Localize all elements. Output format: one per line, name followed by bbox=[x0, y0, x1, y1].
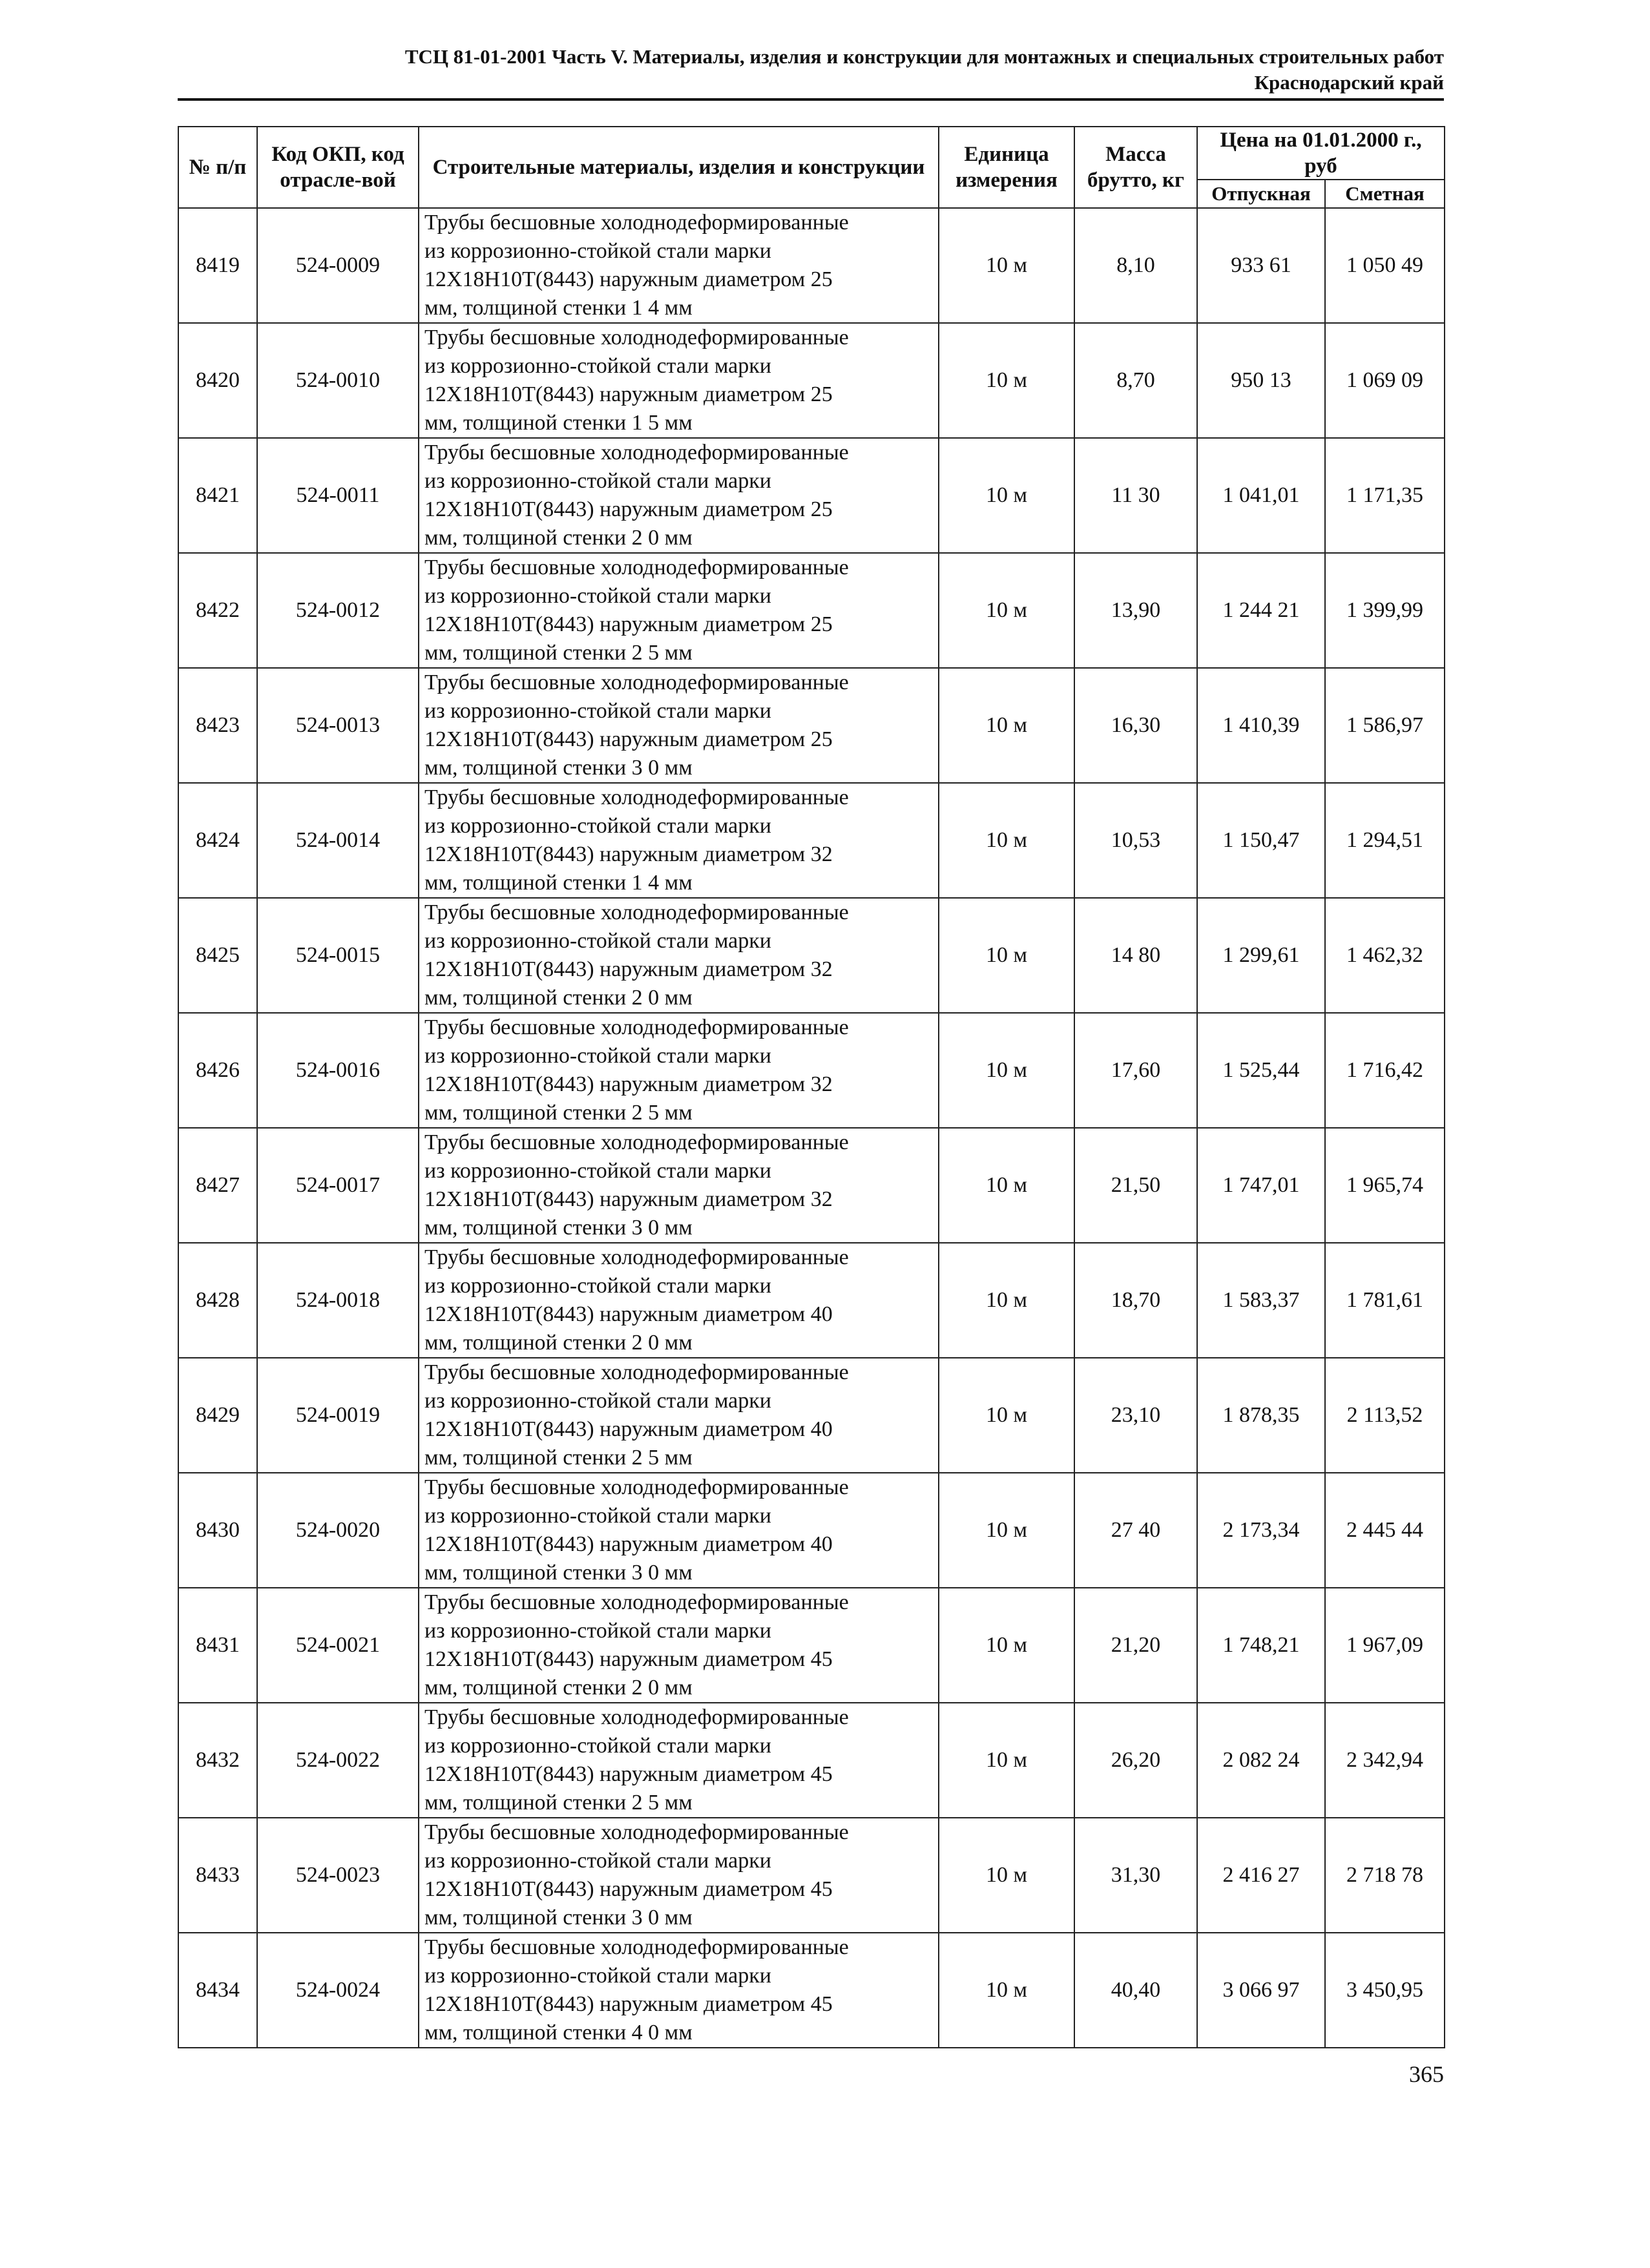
name-line: из коррозионно-стойкой стали марки bbox=[424, 469, 771, 493]
name-line: мм, толщиной стенки 3 0 мм bbox=[424, 1216, 693, 1240]
cell-code: 524-0024 bbox=[257, 1933, 419, 2048]
cell-num: 8432 bbox=[178, 1703, 257, 1818]
cell-name bbox=[419, 553, 939, 668]
name-line: 12Х18Н10Т(8443) наружным диаметром 25 bbox=[424, 727, 833, 751]
col-header-name: Строительные материалы, изделия и конструкции bbox=[419, 127, 939, 208]
name-line: Трубы бесшовные холоднодеформированные bbox=[424, 556, 849, 579]
cell-price-release: 2 173,34 bbox=[1197, 1473, 1325, 1588]
cell-mass: 40,40 bbox=[1074, 1933, 1197, 2048]
cell-mass: 27 40 bbox=[1074, 1473, 1197, 1588]
name-line: из коррозионно-стойкой стали марки bbox=[424, 1389, 771, 1413]
cell-name bbox=[419, 898, 939, 1013]
name-line: Трубы бесшовные холоднодеформированные bbox=[424, 671, 849, 694]
name-line: из коррозионно-стойкой стали марки bbox=[424, 929, 771, 953]
cell-unit: 10 м bbox=[939, 668, 1074, 783]
cell-unit: 10 м bbox=[939, 1128, 1074, 1243]
name-line: Трубы бесшовные холоднодеформированные bbox=[424, 211, 849, 234]
cell-code: 524-0012 bbox=[257, 553, 419, 668]
name-line: 12Х18Н10Т(8443) наружным диаметром 25 bbox=[424, 382, 833, 406]
table-row bbox=[178, 668, 1445, 783]
name-line: из коррозионно-стойкой стали марки bbox=[424, 1619, 771, 1643]
name-line: из коррозионно-стойкой стали марки bbox=[424, 1964, 771, 1988]
cell-unit: 10 м bbox=[939, 1473, 1074, 1588]
cell-mass: 16,30 bbox=[1074, 668, 1197, 783]
cell-name bbox=[419, 783, 939, 898]
cell-name bbox=[419, 438, 939, 553]
cell-unit: 10 м bbox=[939, 553, 1074, 668]
name-line: Трубы бесшовные холоднодеформированные bbox=[424, 1130, 849, 1154]
name-line: мм, толщиной стенки 1 4 мм bbox=[424, 296, 693, 320]
col-header-price-release: Отпускная bbox=[1197, 180, 1325, 208]
table-row bbox=[178, 1013, 1445, 1128]
cell-unit: 10 м bbox=[939, 323, 1074, 438]
name-line: Трубы бесшовные холоднодеформированные bbox=[424, 1935, 849, 1959]
cell-num: 8434 bbox=[178, 1933, 257, 2048]
table-row bbox=[178, 323, 1445, 438]
name-line: из коррозионно-стойкой стали марки bbox=[424, 699, 771, 723]
name-line: мм, толщиной стенки 1 5 мм bbox=[424, 411, 693, 435]
table-row bbox=[178, 1588, 1445, 1703]
name-line: 12Х18Н10Т(8443) наружным диаметром 45 bbox=[424, 1762, 833, 1786]
cell-name bbox=[419, 323, 939, 438]
name-line: мм, толщиной стенки 2 0 мм bbox=[424, 526, 693, 550]
cell-num: 8431 bbox=[178, 1588, 257, 1703]
cell-price-estimate: 2 342,94 bbox=[1325, 1703, 1445, 1818]
materials-price-table bbox=[178, 126, 1445, 2048]
cell-code: 524-0015 bbox=[257, 898, 419, 1013]
table-row bbox=[178, 1128, 1445, 1243]
cell-price-estimate: 2 718 78 bbox=[1325, 1818, 1445, 1933]
cell-price-release: 3 066 97 bbox=[1197, 1933, 1325, 2048]
cell-price-estimate: 1 462,32 bbox=[1325, 898, 1445, 1013]
name-line: 12Х18Н10Т(8443) наружным диаметром 25 bbox=[424, 612, 833, 636]
name-line: из коррозионно-стойкой стали марки bbox=[424, 814, 771, 838]
cell-unit: 10 м bbox=[939, 208, 1074, 323]
name-line: мм, толщиной стенки 2 5 мм bbox=[424, 1791, 693, 1815]
cell-code: 524-0011 bbox=[257, 438, 419, 553]
header-divider bbox=[178, 98, 1444, 101]
cell-code: 524-0009 bbox=[257, 208, 419, 323]
cell-unit: 10 м bbox=[939, 1358, 1074, 1473]
cell-price-release: 950 13 bbox=[1197, 323, 1325, 438]
cell-price-release: 1 525,44 bbox=[1197, 1013, 1325, 1128]
name-line: 12Х18Н10Т(8443) наружным диаметром 32 bbox=[424, 957, 833, 981]
table-body bbox=[178, 208, 1445, 2048]
cell-unit: 10 м bbox=[939, 1703, 1074, 1818]
cell-num: 8426 bbox=[178, 1013, 257, 1128]
cell-mass: 17,60 bbox=[1074, 1013, 1197, 1128]
cell-mass: 13,90 bbox=[1074, 553, 1197, 668]
cell-code: 524-0013 bbox=[257, 668, 419, 783]
cell-num: 8420 bbox=[178, 323, 257, 438]
cell-unit: 10 м bbox=[939, 1013, 1074, 1128]
name-line: мм, толщиной стенки 1 4 мм bbox=[424, 871, 693, 895]
col-header-unit: Единица измерения bbox=[939, 127, 1074, 208]
name-line: Трубы бесшовные холоднодеформированные bbox=[424, 1475, 849, 1499]
name-line: Трубы бесшовные холоднодеформированные bbox=[424, 441, 849, 464]
cell-price-release: 1 878,35 bbox=[1197, 1358, 1325, 1473]
cell-price-estimate: 1 069 09 bbox=[1325, 323, 1445, 438]
name-line: из коррозионно-стойкой стали марки bbox=[424, 1274, 771, 1298]
name-line: из коррозионно-стойкой стали марки bbox=[424, 354, 771, 378]
table-row bbox=[178, 898, 1445, 1013]
cell-unit: 10 м bbox=[939, 1243, 1074, 1358]
cell-price-release: 1 410,39 bbox=[1197, 668, 1325, 783]
cell-unit: 10 м bbox=[939, 1588, 1074, 1703]
cell-mass: 11 30 bbox=[1074, 438, 1197, 553]
name-line: 12Х18Н10Т(8443) наружным диаметром 40 bbox=[424, 1302, 833, 1326]
name-line: 12Х18Н10Т(8443) наружным диаметром 32 bbox=[424, 1187, 833, 1211]
name-line: 12Х18Н10Т(8443) наружным диаметром 40 bbox=[424, 1532, 833, 1556]
cell-code: 524-0014 bbox=[257, 783, 419, 898]
table-row bbox=[178, 1358, 1445, 1473]
cell-name bbox=[419, 1588, 939, 1703]
cell-price-estimate: 2 113,52 bbox=[1325, 1358, 1445, 1473]
name-line: из коррозионно-стойкой стали марки bbox=[424, 1159, 771, 1183]
name-line: мм, толщиной стенки 3 0 мм bbox=[424, 756, 693, 780]
name-line: мм, толщиной стенки 2 0 мм bbox=[424, 986, 693, 1010]
cell-price-estimate: 3 450,95 bbox=[1325, 1933, 1445, 2048]
cell-code: 524-0018 bbox=[257, 1243, 419, 1358]
cell-unit: 10 м bbox=[939, 783, 1074, 898]
name-line: 12Х18Н10Т(8443) наружным диаметром 45 bbox=[424, 1992, 833, 2016]
cell-name bbox=[419, 1128, 939, 1243]
cell-mass: 31,30 bbox=[1074, 1818, 1197, 1933]
cell-unit: 10 м bbox=[939, 1818, 1074, 1933]
cell-mass: 18,70 bbox=[1074, 1243, 1197, 1358]
cell-num: 8429 bbox=[178, 1358, 257, 1473]
cell-mass: 14 80 bbox=[1074, 898, 1197, 1013]
name-line: Трубы бесшовные холоднодеформированные bbox=[424, 1820, 849, 1844]
cell-unit: 10 м bbox=[939, 1933, 1074, 2048]
table-row bbox=[178, 1818, 1445, 1933]
page-number: 365 bbox=[1409, 2061, 1444, 2087]
cell-price-estimate: 1 586,97 bbox=[1325, 668, 1445, 783]
cell-num: 8419 bbox=[178, 208, 257, 323]
name-line: Трубы бесшовные холоднодеформированные bbox=[424, 1015, 849, 1039]
cell-mass: 8,10 bbox=[1074, 208, 1197, 323]
table-header bbox=[178, 127, 1445, 208]
name-line: 12Х18Н10Т(8443) наружным диаметром 25 bbox=[424, 267, 833, 291]
header-region: Краснодарский край bbox=[1254, 71, 1444, 94]
name-line: мм, толщиной стенки 2 5 мм bbox=[424, 641, 693, 665]
cell-price-release: 933 61 bbox=[1197, 208, 1325, 323]
cell-mass: 26,20 bbox=[1074, 1703, 1197, 1818]
name-line: Трубы бесшовные холоднодеформированные bbox=[424, 326, 849, 349]
cell-name bbox=[419, 1358, 939, 1473]
header-title: ТСЦ 81-01-2001 Часть V. Материалы, изделия и конструкции для монтажных и специальных строительных работ bbox=[404, 45, 1444, 68]
cell-num: 8422 bbox=[178, 553, 257, 668]
cell-mass: 21,20 bbox=[1074, 1588, 1197, 1703]
name-line: из коррозионно-стойкой стали марки bbox=[424, 1734, 771, 1758]
cell-code: 524-0022 bbox=[257, 1703, 419, 1818]
cell-mass: 8,70 bbox=[1074, 323, 1197, 438]
col-header-num: № п/п bbox=[178, 127, 257, 208]
name-line: мм, толщиной стенки 2 0 мм bbox=[424, 1331, 693, 1355]
cell-code: 524-0021 bbox=[257, 1588, 419, 1703]
cell-price-release: 1 041,01 bbox=[1197, 438, 1325, 553]
cell-price-estimate: 1 171,35 bbox=[1325, 438, 1445, 553]
col-header-mass: Масса брутто, кг bbox=[1074, 127, 1197, 208]
name-line: Трубы бесшовные холоднодеформированные bbox=[424, 1590, 849, 1614]
name-line: Трубы бесшовные холоднодеформированные bbox=[424, 1360, 849, 1384]
cell-price-estimate: 2 445 44 bbox=[1325, 1473, 1445, 1588]
cell-num: 8423 bbox=[178, 668, 257, 783]
cell-price-release: 2 082 24 bbox=[1197, 1703, 1325, 1818]
cell-name bbox=[419, 1933, 939, 2048]
table-row bbox=[178, 208, 1445, 323]
name-line: мм, толщиной стенки 3 0 мм bbox=[424, 1906, 693, 1930]
table-row bbox=[178, 1933, 1445, 2048]
cell-price-release: 1 747,01 bbox=[1197, 1128, 1325, 1243]
col-header-price-estimate: Сметная bbox=[1325, 180, 1445, 208]
table-row bbox=[178, 438, 1445, 553]
table-row bbox=[178, 1703, 1445, 1818]
cell-price-estimate: 1 967,09 bbox=[1325, 1588, 1445, 1703]
cell-name bbox=[419, 1818, 939, 1933]
cell-num: 8425 bbox=[178, 898, 257, 1013]
col-header-code: Код ОКП, код отрасле-вой bbox=[257, 127, 419, 208]
cell-num: 8433 bbox=[178, 1818, 257, 1933]
name-line: Трубы бесшовные холоднодеформированные bbox=[424, 1245, 849, 1269]
cell-num: 8430 bbox=[178, 1473, 257, 1588]
name-line: 12Х18Н10Т(8443) наружным диаметром 32 bbox=[424, 842, 833, 866]
cell-name bbox=[419, 1013, 939, 1128]
cell-price-release: 1 150,47 bbox=[1197, 783, 1325, 898]
cell-price-estimate: 1 050 49 bbox=[1325, 208, 1445, 323]
name-line: мм, толщиной стенки 2 5 мм bbox=[424, 1446, 693, 1470]
cell-price-estimate: 1 399,99 bbox=[1325, 553, 1445, 668]
cell-unit: 10 м bbox=[939, 898, 1074, 1013]
cell-num: 8421 bbox=[178, 438, 257, 553]
name-line: из коррозионно-стойкой стали марки bbox=[424, 1044, 771, 1068]
cell-price-estimate: 1 294,51 bbox=[1325, 783, 1445, 898]
col-header-price: Цена на 01.01.2000 г., руб bbox=[1197, 127, 1445, 180]
name-line: мм, толщиной стенки 2 0 мм bbox=[424, 1676, 693, 1700]
name-line: Трубы бесшовные холоднодеформированные bbox=[424, 900, 849, 924]
cell-price-estimate: 1 965,74 bbox=[1325, 1128, 1445, 1243]
cell-code: 524-0019 bbox=[257, 1358, 419, 1473]
cell-code: 524-0020 bbox=[257, 1473, 419, 1588]
cell-price-estimate: 1 716,42 bbox=[1325, 1013, 1445, 1128]
cell-mass: 23,10 bbox=[1074, 1358, 1197, 1473]
cell-price-release: 1 748,21 bbox=[1197, 1588, 1325, 1703]
table-row bbox=[178, 783, 1445, 898]
name-line: из коррозионно-стойкой стали марки bbox=[424, 239, 771, 263]
cell-mass: 10,53 bbox=[1074, 783, 1197, 898]
name-line: 12Х18Н10Т(8443) наружным диаметром 40 bbox=[424, 1417, 833, 1441]
name-line: 12Х18Н10Т(8443) наружным диаметром 25 bbox=[424, 497, 833, 521]
cell-num: 8428 bbox=[178, 1243, 257, 1358]
cell-name bbox=[419, 208, 939, 323]
cell-name bbox=[419, 1703, 939, 1818]
name-line: из коррозионно-стойкой стали марки bbox=[424, 1849, 771, 1873]
table-row bbox=[178, 1473, 1445, 1588]
name-line: 12Х18Н10Т(8443) наружным диаметром 32 bbox=[424, 1072, 833, 1096]
cell-num: 8424 bbox=[178, 783, 257, 898]
cell-mass: 21,50 bbox=[1074, 1128, 1197, 1243]
page-header bbox=[178, 44, 1444, 96]
name-line: из коррозионно-стойкой стали марки bbox=[424, 1504, 771, 1528]
name-line: мм, толщиной стенки 4 0 мм bbox=[424, 2021, 693, 2044]
cell-code: 524-0023 bbox=[257, 1818, 419, 1933]
cell-num: 8427 bbox=[178, 1128, 257, 1243]
cell-price-release: 1 583,37 bbox=[1197, 1243, 1325, 1358]
cell-name bbox=[419, 1473, 939, 1588]
cell-name bbox=[419, 1243, 939, 1358]
cell-price-release: 1 299,61 bbox=[1197, 898, 1325, 1013]
name-line: 12Х18Н10Т(8443) наружным диаметром 45 bbox=[424, 1647, 833, 1671]
cell-code: 524-0017 bbox=[257, 1128, 419, 1243]
name-line: из коррозионно-стойкой стали марки bbox=[424, 584, 771, 608]
name-line: 12Х18Н10Т(8443) наружным диаметром 45 bbox=[424, 1877, 833, 1901]
cell-code: 524-0016 bbox=[257, 1013, 419, 1128]
name-line: Трубы бесшовные холоднодеформированные bbox=[424, 785, 849, 809]
cell-code: 524-0010 bbox=[257, 323, 419, 438]
cell-price-release: 2 416 27 bbox=[1197, 1818, 1325, 1933]
table-row bbox=[178, 553, 1445, 668]
cell-unit: 10 м bbox=[939, 438, 1074, 553]
name-line: мм, толщиной стенки 3 0 мм bbox=[424, 1561, 693, 1585]
table-row bbox=[178, 1243, 1445, 1358]
cell-price-estimate: 1 781,61 bbox=[1325, 1243, 1445, 1358]
cell-name bbox=[419, 668, 939, 783]
name-line: Трубы бесшовные холоднодеформированные bbox=[424, 1705, 849, 1729]
cell-price-release: 1 244 21 bbox=[1197, 553, 1325, 668]
name-line: мм, толщиной стенки 2 5 мм bbox=[424, 1101, 693, 1125]
